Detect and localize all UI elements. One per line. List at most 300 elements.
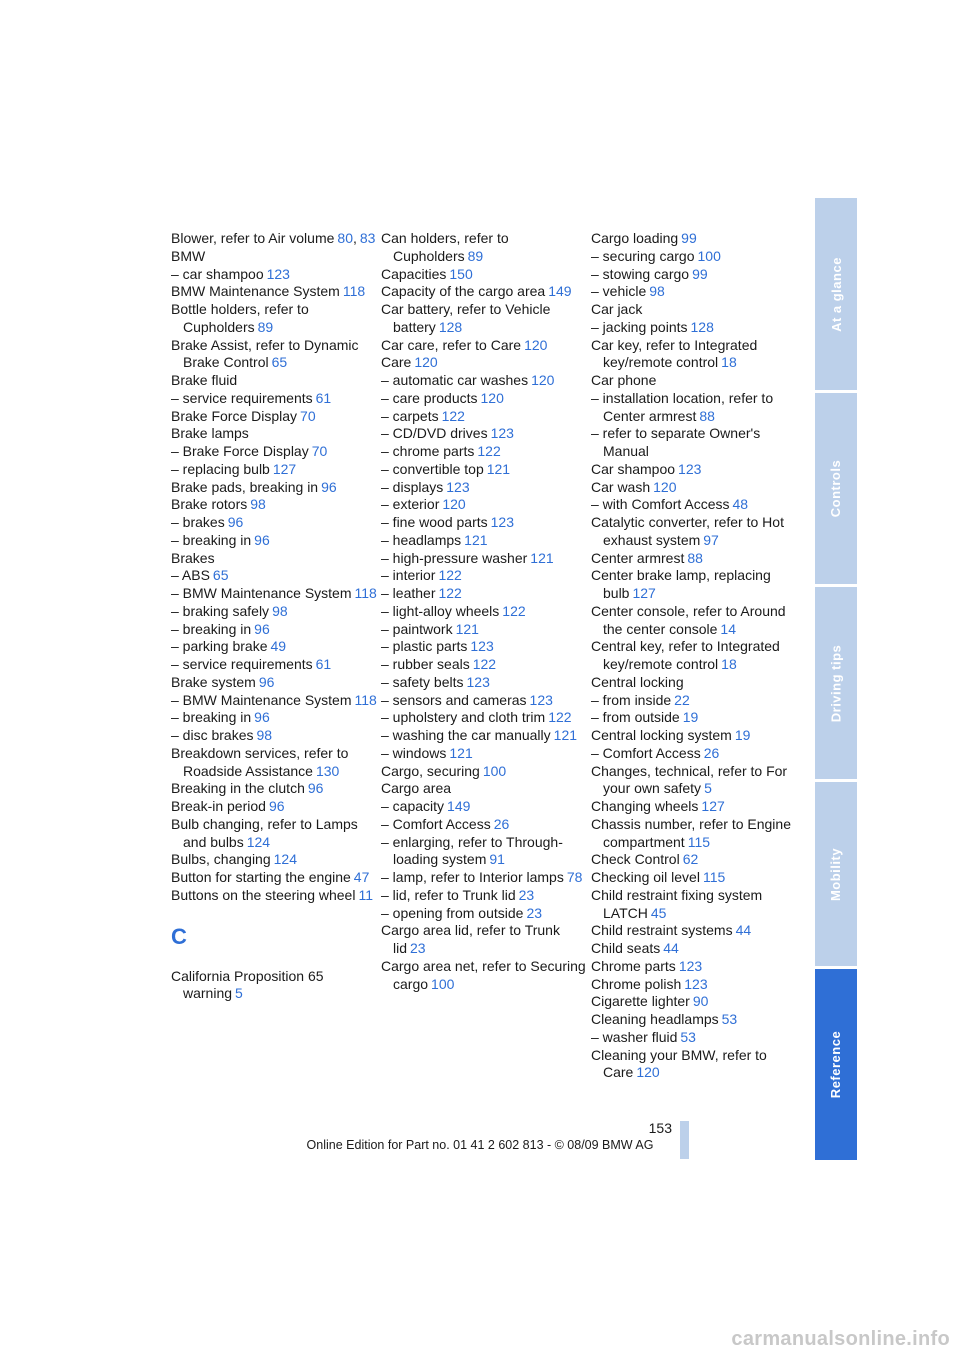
page-link[interactable]: 96 <box>258 673 275 690</box>
index-term: Cargo loading <box>591 230 679 246</box>
page-link[interactable]: 123 <box>490 425 514 442</box>
index-term: Changes, technical, refer to For your own safety <box>591 762 788 797</box>
watermark: carmanualsonline.info <box>731 1328 950 1350</box>
index-term: – Comfort Access <box>591 744 701 761</box>
index-entry <box>591 266 803 284</box>
index-term: Cargo, securing <box>381 762 480 779</box>
index-term: Bottle holders, refer to Cupholders <box>171 301 309 335</box>
index-term: Brake Force Display <box>171 407 298 424</box>
index-term: Brakes <box>171 549 215 566</box>
index-term: – care products <box>381 389 478 406</box>
page-link[interactable]: 123 <box>678 460 702 477</box>
page-link[interactable]: 5 <box>235 985 243 1002</box>
page-link[interactable]: 23 <box>518 886 535 903</box>
index-term: Cargo area <box>381 780 452 797</box>
page-link[interactable]: 98 <box>256 727 273 743</box>
footer-text: Online Edition for Part no. 01 41 2 602 813 - © 08/09 BMW AG <box>306 1138 654 1152</box>
index-term: Capacities <box>381 265 447 282</box>
sidebar-tab-label: Driving tips <box>828 644 844 722</box>
page-number: 153 <box>648 1120 672 1136</box>
index-term: Center armrest <box>591 549 685 566</box>
page-link[interactable]: 149 <box>447 798 471 814</box>
index-term: – stowing cargo <box>591 265 690 282</box>
page-link[interactable]: 11 <box>358 886 374 903</box>
index-term: – chrome parts <box>381 443 475 459</box>
page-link[interactable]: 128 <box>690 318 714 335</box>
page-link[interactable]: 89 <box>467 247 484 264</box>
index-term: – exterior <box>381 496 440 513</box>
page-link[interactable]: 127 <box>701 798 725 814</box>
index-entry <box>591 319 803 337</box>
page-link[interactable]: 53 <box>680 1028 696 1045</box>
index-term: Bulb changing, refer to Lamps and bulbs <box>171 815 358 850</box>
page-link[interactable]: 115 <box>687 833 711 850</box>
page-link[interactable]: 53 <box>721 1011 738 1027</box>
index-entry <box>171 798 383 816</box>
page-link[interactable]: 123 <box>684 975 708 992</box>
page-link[interactable]: 83 <box>359 230 376 246</box>
index-entry <box>171 621 383 639</box>
page-link[interactable]: 47 <box>353 869 370 885</box>
sidebar-tab-mobility[interactable] <box>815 782 857 966</box>
page-link[interactable]: 118 <box>354 585 377 601</box>
index-term: – carpets <box>381 407 439 424</box>
index-entry <box>381 550 593 568</box>
page-link[interactable]: 96 <box>227 514 244 530</box>
page-link[interactable]: 18 <box>721 354 737 371</box>
index-term: Car shampoo <box>591 460 676 477</box>
index-entry <box>171 461 383 479</box>
index-term: – interior <box>381 567 436 584</box>
index-entry <box>381 798 593 816</box>
index-term: Check Control <box>591 851 680 868</box>
index-entry <box>171 550 383 568</box>
index-entry <box>591 1011 803 1029</box>
page-link[interactable]: 65 <box>212 567 229 584</box>
index-term: – high-pressure washer <box>381 549 528 566</box>
index-term: Breaking in the clutch <box>171 780 305 797</box>
page-link[interactable]: 150 <box>449 265 473 282</box>
index-term: Central key, refer to Integrated key/remote control <box>591 638 780 672</box>
page-link[interactable]: 90 <box>692 993 709 1010</box>
page-link[interactable]: 130 <box>315 762 340 779</box>
index-entry <box>171 816 383 852</box>
page-link[interactable]: 100 <box>482 762 507 779</box>
index-term: – ABS <box>171 567 210 584</box>
sidebar-tab-label: Reference <box>828 1030 844 1099</box>
section-letter: C <box>171 923 187 949</box>
page-link[interactable]: 120 <box>480 389 504 406</box>
sidebar-tab-label: At a glance <box>828 256 844 332</box>
index-term: – displays <box>381 478 444 495</box>
index-term: Care <box>381 354 412 371</box>
index-term: Car battery, refer to Vehicle battery <box>381 301 551 335</box>
index-term: Brake lamps <box>171 425 249 442</box>
index-term: Car key, refer to Integrated key/remote control <box>591 336 758 371</box>
index-entry <box>171 567 383 585</box>
index-term: Buttons on the steering wheel <box>171 886 356 903</box>
index-entry <box>381 266 593 284</box>
index-entry <box>171 532 383 550</box>
index-entry <box>591 603 803 639</box>
page-link[interactable]: 124 <box>246 833 271 850</box>
index-entry <box>591 337 803 373</box>
index-entry <box>381 638 593 656</box>
sidebar-tab-controls[interactable] <box>815 393 857 584</box>
index-entry <box>381 922 593 958</box>
page-link[interactable]: 19 <box>734 727 751 743</box>
page-link[interactable]: 80 <box>337 230 353 246</box>
index-term: Brake fluid <box>171 372 238 388</box>
page-link[interactable]: 118 <box>342 283 366 300</box>
index-term: Car jack <box>591 301 643 317</box>
index-term: Central locking system <box>591 727 732 743</box>
index-entry <box>171 656 383 674</box>
index-entry <box>381 532 593 550</box>
index-term: Checking oil level <box>591 869 700 885</box>
index-term: Brake Assist, refer to Dynamic Brake Control <box>171 336 359 371</box>
page-link[interactable]: 123 <box>466 673 490 690</box>
page-link[interactable]: 88 <box>687 549 703 566</box>
page-link[interactable]: 97 <box>703 531 719 548</box>
page-link[interactable]: 128 <box>438 318 463 335</box>
index-term: – capacity <box>381 798 445 814</box>
index-entry <box>171 851 383 869</box>
page-link[interactable]: 121 <box>530 549 554 566</box>
page-link[interactable]: 100 <box>431 975 455 992</box>
index-entry <box>381 283 593 301</box>
index-term: Child seats <box>591 940 661 956</box>
index-entry <box>591 301 803 319</box>
index-term: Chassis number, refer to Engine compartment <box>591 815 791 850</box>
index-entry <box>591 976 803 994</box>
page-link[interactable]: 48 <box>732 496 749 513</box>
index-entry <box>171 248 383 266</box>
page-link[interactable]: 149 <box>548 283 572 300</box>
index-entry <box>381 958 593 994</box>
page-link[interactable]: 121 <box>553 727 578 743</box>
page-link[interactable]: 18 <box>721 656 737 672</box>
index-entry <box>381 408 593 426</box>
page-link[interactable]: 99 <box>692 265 708 282</box>
index-term: – service requirements <box>171 656 313 672</box>
index-entry <box>171 745 383 781</box>
index-entry <box>381 514 593 532</box>
index-entry <box>591 461 803 479</box>
index-entry <box>171 337 383 373</box>
index-term: – breaking in <box>171 620 252 637</box>
page-link[interactable]: 120 <box>653 478 677 495</box>
page-link[interactable]: 70 <box>311 443 328 459</box>
page-link[interactable]: 123 <box>446 478 470 495</box>
page-link[interactable]: 115 <box>702 869 726 885</box>
page-link[interactable]: 122 <box>477 443 501 459</box>
index-term: Central locking <box>591 673 684 690</box>
page-link[interactable]: 98 <box>250 496 266 513</box>
index-term: – securing cargo <box>591 247 695 264</box>
index-term: – fine wood parts <box>381 514 488 530</box>
index-term: Brake rotors <box>171 496 248 513</box>
page-link[interactable]: 124 <box>273 851 297 868</box>
index-term: Car care, refer to Care <box>381 336 522 353</box>
page-link[interactable]: 96 <box>307 780 324 797</box>
page-link[interactable]: 122 <box>548 709 572 726</box>
index-term: – breaking in <box>171 531 252 548</box>
page-link[interactable]: 96 <box>254 620 270 637</box>
index-entry <box>171 425 383 443</box>
index-entry <box>381 301 593 337</box>
index-term: – windows <box>381 744 447 761</box>
index-term: – paintwork <box>381 620 453 637</box>
page-link[interactable]: 61 <box>315 656 332 672</box>
index-entry <box>381 443 593 461</box>
page-link[interactable]: 62 <box>682 851 699 868</box>
index-term: Cargo area lid, refer to Trunk lid <box>381 922 560 956</box>
page-link[interactable]: 89 <box>257 318 274 335</box>
page-link[interactable]: 44 <box>663 940 679 956</box>
sidebar-tab-at-a-glance[interactable] <box>815 198 857 390</box>
index-term: – lamp, refer to Interior lamps <box>381 869 564 885</box>
index-entry <box>381 745 593 763</box>
index-entry <box>591 940 803 958</box>
chapter-sidebar <box>815 198 857 1160</box>
index-entry <box>591 1047 803 1083</box>
index-entry <box>591 567 803 603</box>
index-entry <box>591 390 803 426</box>
page-link[interactable]: 14 <box>720 620 736 637</box>
index-entry <box>381 479 593 497</box>
index-entry <box>591 479 803 497</box>
index-term: Chrome parts <box>591 957 676 974</box>
page-link[interactable]: 91 <box>489 851 505 868</box>
page-link[interactable]: 122 <box>472 656 497 672</box>
index-entry <box>591 248 803 266</box>
index-term: Breakdown services, refer to Roadside Assistance <box>171 744 349 779</box>
page-link[interactable]: 23 <box>526 904 543 921</box>
index-term: Cigarette lighter <box>591 993 690 1010</box>
page-link[interactable]: 120 <box>414 354 438 371</box>
index-entry <box>171 372 383 390</box>
index-term: Catalytic converter, refer to Hot exhaust system <box>591 514 784 548</box>
page-link[interactable]: 78 <box>566 869 583 885</box>
page-link[interactable]: 122 <box>438 567 462 584</box>
index-term: – BMW Maintenance System <box>171 585 352 601</box>
index-entry <box>381 425 593 443</box>
page-link[interactable]: 122 <box>502 602 526 619</box>
index-term: – convertible top <box>381 460 484 477</box>
index-entry <box>381 780 593 798</box>
page-link[interactable]: 127 <box>272 460 297 477</box>
index-term: – from outside <box>591 709 680 726</box>
index-term: – jacking points <box>591 318 688 335</box>
index-term: – safety belts <box>381 673 464 690</box>
index-term: Cleaning your BMW, refer to Care <box>591 1046 767 1081</box>
index-entry <box>381 763 593 781</box>
index-entry <box>591 993 803 1011</box>
index-entry <box>591 922 803 940</box>
index-term: – lid, refer to Trunk lid <box>381 886 516 903</box>
page-link[interactable]: 61 <box>315 389 332 406</box>
index-entry: Blower, refer to Air volume 80, 83 <box>171 230 376 246</box>
index-term: – braking safely <box>171 602 270 619</box>
page-link[interactable]: 98 <box>272 602 288 619</box>
page-link[interactable]: 120 <box>442 496 466 513</box>
page-link[interactable]: 100 <box>697 247 721 264</box>
page-link[interactable]: 65 <box>271 354 288 371</box>
index-entry <box>591 763 803 799</box>
page-link[interactable]: 96 <box>254 531 270 548</box>
index-term: – Comfort Access <box>381 815 491 832</box>
page-link[interactable]: 118 <box>354 691 377 708</box>
index-entry <box>171 674 383 692</box>
page-link[interactable]: 88 <box>699 407 715 424</box>
index-entry <box>171 638 383 656</box>
page-link[interactable]: 26 <box>493 815 510 832</box>
index-entry <box>381 692 593 710</box>
index-entry <box>171 585 383 603</box>
page-link[interactable]: 96 <box>268 798 285 814</box>
index-term: Center brake lamp, replacing bulb <box>591 567 771 601</box>
page-link[interactable]: 121 <box>455 620 479 637</box>
page-link[interactable]: 26 <box>703 744 720 761</box>
index-entry <box>171 301 383 337</box>
index-entry <box>171 408 383 426</box>
sidebar-tab-reference[interactable] <box>815 969 857 1160</box>
index-term: – BMW Maintenance System <box>171 691 352 708</box>
index-entry <box>171 283 383 301</box>
index-term: BMW Maintenance System <box>171 283 340 300</box>
page-link[interactable]: 123 <box>490 514 514 530</box>
index-entry <box>381 656 593 674</box>
page-link[interactable]: 5 <box>704 780 712 797</box>
index-entry <box>591 692 803 710</box>
index-entry <box>591 514 803 550</box>
page-link[interactable]: 123 <box>266 265 290 282</box>
index-entry <box>381 585 593 603</box>
page-link[interactable]: 49 <box>270 638 287 655</box>
index-term: – washing the car manually <box>381 727 551 743</box>
index-term: Brake system <box>171 673 256 690</box>
page-link[interactable]: 122 <box>438 585 462 601</box>
index-term: – refer to separate Owner's Manual <box>591 425 761 459</box>
index-term: – replacing bulb <box>171 460 270 477</box>
index-entry <box>171 780 383 798</box>
index-column-3 <box>591 230 803 1082</box>
page-link[interactable]: 120 <box>636 1064 660 1081</box>
index-term: – sensors and cameras <box>381 691 527 708</box>
index-entry <box>381 230 593 266</box>
page-link[interactable]: 45 <box>650 904 667 921</box>
index-entry <box>171 496 383 514</box>
index-entry <box>591 1029 803 1047</box>
page-link[interactable]: 121 <box>486 460 511 477</box>
index-term: Blower, refer to Air volume <box>171 230 335 246</box>
index-entry <box>381 337 593 355</box>
index-term: BMW <box>171 247 206 264</box>
page-link[interactable]: 121 <box>449 744 473 761</box>
index-entry <box>381 461 593 479</box>
page-link[interactable]: 123 <box>678 957 703 974</box>
page-link[interactable]: 122 <box>441 407 465 424</box>
page-link[interactable]: 123 <box>470 638 494 655</box>
sidebar-tab-driving-tips[interactable] <box>815 587 857 779</box>
page-link[interactable]: 127 <box>632 585 656 601</box>
index-entry <box>591 816 803 852</box>
page-link[interactable]: 44 <box>735 922 752 939</box>
page-link[interactable]: 120 <box>531 372 555 388</box>
index-term: – light-alloy wheels <box>381 602 500 619</box>
index-entry <box>591 496 803 514</box>
page-link[interactable]: 121 <box>464 531 488 548</box>
index-term: – brakes <box>171 514 225 530</box>
index-entry <box>171 887 383 905</box>
page-link[interactable]: 23 <box>410 940 426 956</box>
index-term: – with Comfort Access <box>591 496 730 513</box>
page-link[interactable]: 120 <box>524 336 548 353</box>
index-term: Changing wheels <box>591 798 699 814</box>
index-term: – from inside <box>591 691 672 708</box>
index-entry <box>591 674 803 692</box>
index-term: – Brake Force Display <box>171 443 309 459</box>
index-entry <box>381 816 593 834</box>
page-link[interactable]: 99 <box>681 230 697 246</box>
index-entry <box>171 709 383 727</box>
index-entry <box>171 266 383 284</box>
index-entry <box>591 230 803 248</box>
index-term: Car wash <box>591 478 651 495</box>
index-entry <box>171 603 383 621</box>
index-entry <box>171 869 383 887</box>
index-entry <box>381 354 593 372</box>
index-term: – headlamps <box>381 531 462 548</box>
index-entry <box>381 727 593 745</box>
index-entry <box>171 514 383 532</box>
page-link[interactable]: 22 <box>674 691 690 708</box>
index-term: – vehicle <box>591 283 647 300</box>
page-link[interactable]: 70 <box>300 407 316 424</box>
index-term: Child restraint systems <box>591 922 733 939</box>
index-term: California Proposition 65 warning <box>171 967 324 1002</box>
index-term: Cleaning headlamps <box>591 1011 719 1027</box>
index-entry <box>171 727 383 745</box>
page-link[interactable]: 98 <box>649 283 665 300</box>
index-entry <box>381 567 593 585</box>
index-entry <box>171 968 383 1004</box>
index-entry <box>591 727 803 745</box>
index-entry <box>171 443 383 461</box>
index-term: Bulbs, changing <box>171 851 271 868</box>
page-link[interactable]: 123 <box>529 691 553 708</box>
index-term: – opening from outside <box>381 904 524 921</box>
index-term: – parking brake <box>171 638 268 655</box>
sidebar-tab-label: Controls <box>828 459 844 518</box>
index-entry <box>381 621 593 639</box>
page-link[interactable]: 96 <box>254 709 270 726</box>
index-entry <box>381 834 593 870</box>
index-term: – CD/DVD drives <box>381 425 488 442</box>
page-link[interactable]: 19 <box>682 709 699 726</box>
index-term: Center console, refer to Around the center console <box>591 602 786 637</box>
index-entry <box>381 603 593 621</box>
index-term: – plastic parts <box>381 638 468 655</box>
index-entry <box>591 372 803 390</box>
page-link[interactable]: 96 <box>321 478 337 495</box>
index-entry <box>591 638 803 674</box>
index-term: Chrome polish <box>591 975 682 992</box>
index-entry <box>591 709 803 727</box>
index-term: – enlarging, refer to Through-loading system <box>381 833 563 868</box>
index-entry <box>171 390 383 408</box>
